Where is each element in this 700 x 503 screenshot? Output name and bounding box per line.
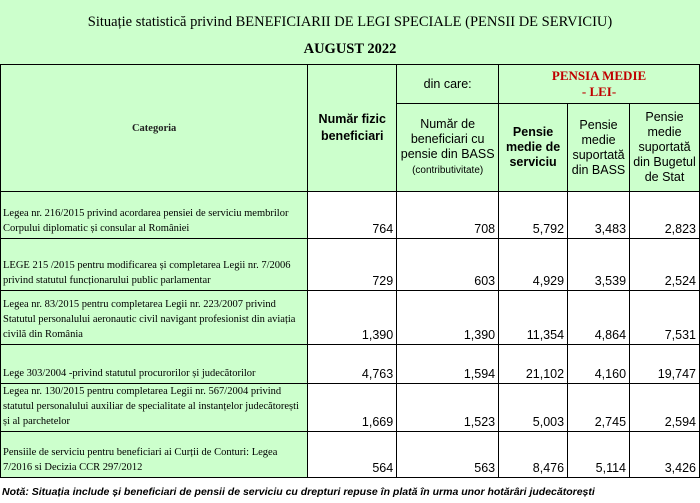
cell-pensie-buget: 2,823 bbox=[630, 192, 700, 239]
cell-numar-fizic: 4,763 bbox=[308, 345, 397, 384]
title-area bbox=[0, 0, 700, 64]
cell-pensie-buget: 3,426 bbox=[630, 432, 700, 478]
row-categoria: Legea nr. 130/2015 pentru completarea Legii nr. 567/2004 privind statutul personalului auxiliar de specialitate al instanțelor judecătorești și al parchetelor bbox=[1, 384, 308, 432]
cell-pensie-serviciu: 4,929 bbox=[499, 239, 568, 291]
cell-beneficiari-bass: 603 bbox=[397, 239, 499, 291]
cell-pensie-bass: 4,864 bbox=[568, 291, 630, 345]
table-row bbox=[1, 239, 700, 291]
cell-pensie-buget: 2,524 bbox=[630, 239, 700, 291]
report-period: AUGUST 2022 bbox=[303, 41, 397, 57]
table-row bbox=[1, 192, 700, 239]
header-categoria: Categoria bbox=[1, 65, 308, 192]
cell-beneficiari-bass: 563 bbox=[397, 432, 499, 478]
header-pensie-medie-buget: Pensie medie suportată din Bugetul de Stat bbox=[630, 104, 700, 192]
header-pensie-medie-serviciu: Pensie medie de serviciu bbox=[499, 104, 568, 192]
cell-numar-fizic: 1,669 bbox=[308, 384, 397, 432]
cell-beneficiari-bass: 1,523 bbox=[397, 384, 499, 432]
table-row bbox=[1, 384, 700, 432]
cell-numar-fizic: 764 bbox=[308, 192, 397, 239]
report-title: Situație statistică privind BENEFICIARII DE LEGI SPECIALE (PENSII DE SERVICIU) bbox=[87, 14, 613, 30]
cell-pensie-buget: 19,747 bbox=[630, 345, 700, 384]
pensia-medie-unit: - LEI- bbox=[581, 84, 617, 99]
header-din-care: din care: bbox=[397, 65, 499, 104]
header-beneficiari-bass bbox=[397, 104, 499, 192]
header-pensie-medie-bass: Pensie medie suportată din BASS bbox=[568, 104, 630, 192]
row-categoria: Legea nr. 83/2015 pentru completarea Legii nr. 223/2007 privind Statutul personalului aeronautic civil navigant profesionist din aviația civilă din România bbox=[1, 291, 308, 345]
table-row bbox=[1, 432, 700, 478]
cell-pensie-bass: 5,114 bbox=[568, 432, 630, 478]
bass-main-label: Număr de beneficiari cu pensie din BASS bbox=[400, 117, 495, 161]
row-categoria: Pensiile de serviciu pentru beneficiari ai Curții de Conturi: Legea 7/2016 si Decizia CCR 297/2012 bbox=[1, 432, 308, 478]
cell-numar-fizic: 1,390 bbox=[308, 291, 397, 345]
header-pensia-medie bbox=[499, 65, 700, 104]
cell-pensie-serviciu: 5,003 bbox=[499, 384, 568, 432]
cell-numar-fizic: 729 bbox=[308, 239, 397, 291]
cell-beneficiari-bass: 1,594 bbox=[397, 345, 499, 384]
cell-pensie-buget: 2,594 bbox=[630, 384, 700, 432]
row-categoria: LEGE 215 /2015 pentru modificarea și completarea Legii nr. 7/2006 privind statutul funcționarului public parlamentar bbox=[1, 239, 308, 291]
cell-pensie-serviciu: 21,102 bbox=[499, 345, 568, 384]
pensia-medie-label: PENSIA MEDIE bbox=[551, 68, 647, 83]
cell-pensie-bass: 3,539 bbox=[568, 239, 630, 291]
cell-numar-fizic: 564 bbox=[308, 432, 397, 478]
row-categoria: Legea nr. 216/2015 privind acordarea pensiei de serviciu membrilor Corpului diplomatic și consular al României bbox=[1, 192, 308, 239]
footnote: Notă: Situația include și beneficiari de pensii de serviciu cu drepturi repuse în plată în urma unor hotărâri judecătorești bbox=[2, 486, 595, 498]
cell-pensie-serviciu: 11,354 bbox=[499, 291, 568, 345]
cell-beneficiari-bass: 708 bbox=[397, 192, 499, 239]
cell-beneficiari-bass: 1,390 bbox=[397, 291, 499, 345]
cell-pensie-bass: 3,483 bbox=[568, 192, 630, 239]
cell-pensie-buget: 7,531 bbox=[630, 291, 700, 345]
table-row bbox=[1, 291, 700, 345]
cell-pensie-serviciu: 5,792 bbox=[499, 192, 568, 239]
bass-note-label: (contributivitate) bbox=[412, 165, 484, 176]
cell-pensie-serviciu: 8,476 bbox=[499, 432, 568, 478]
cell-pensie-bass: 2,745 bbox=[568, 384, 630, 432]
header-numar-fizic: Număr fizic beneficiari bbox=[308, 65, 397, 192]
table-row bbox=[1, 345, 700, 384]
cell-pensie-bass: 4,160 bbox=[568, 345, 630, 384]
statistics-table bbox=[0, 64, 700, 478]
row-categoria: Lege 303/2004 -privind statutul procurorilor și judecătorilor bbox=[1, 345, 308, 384]
